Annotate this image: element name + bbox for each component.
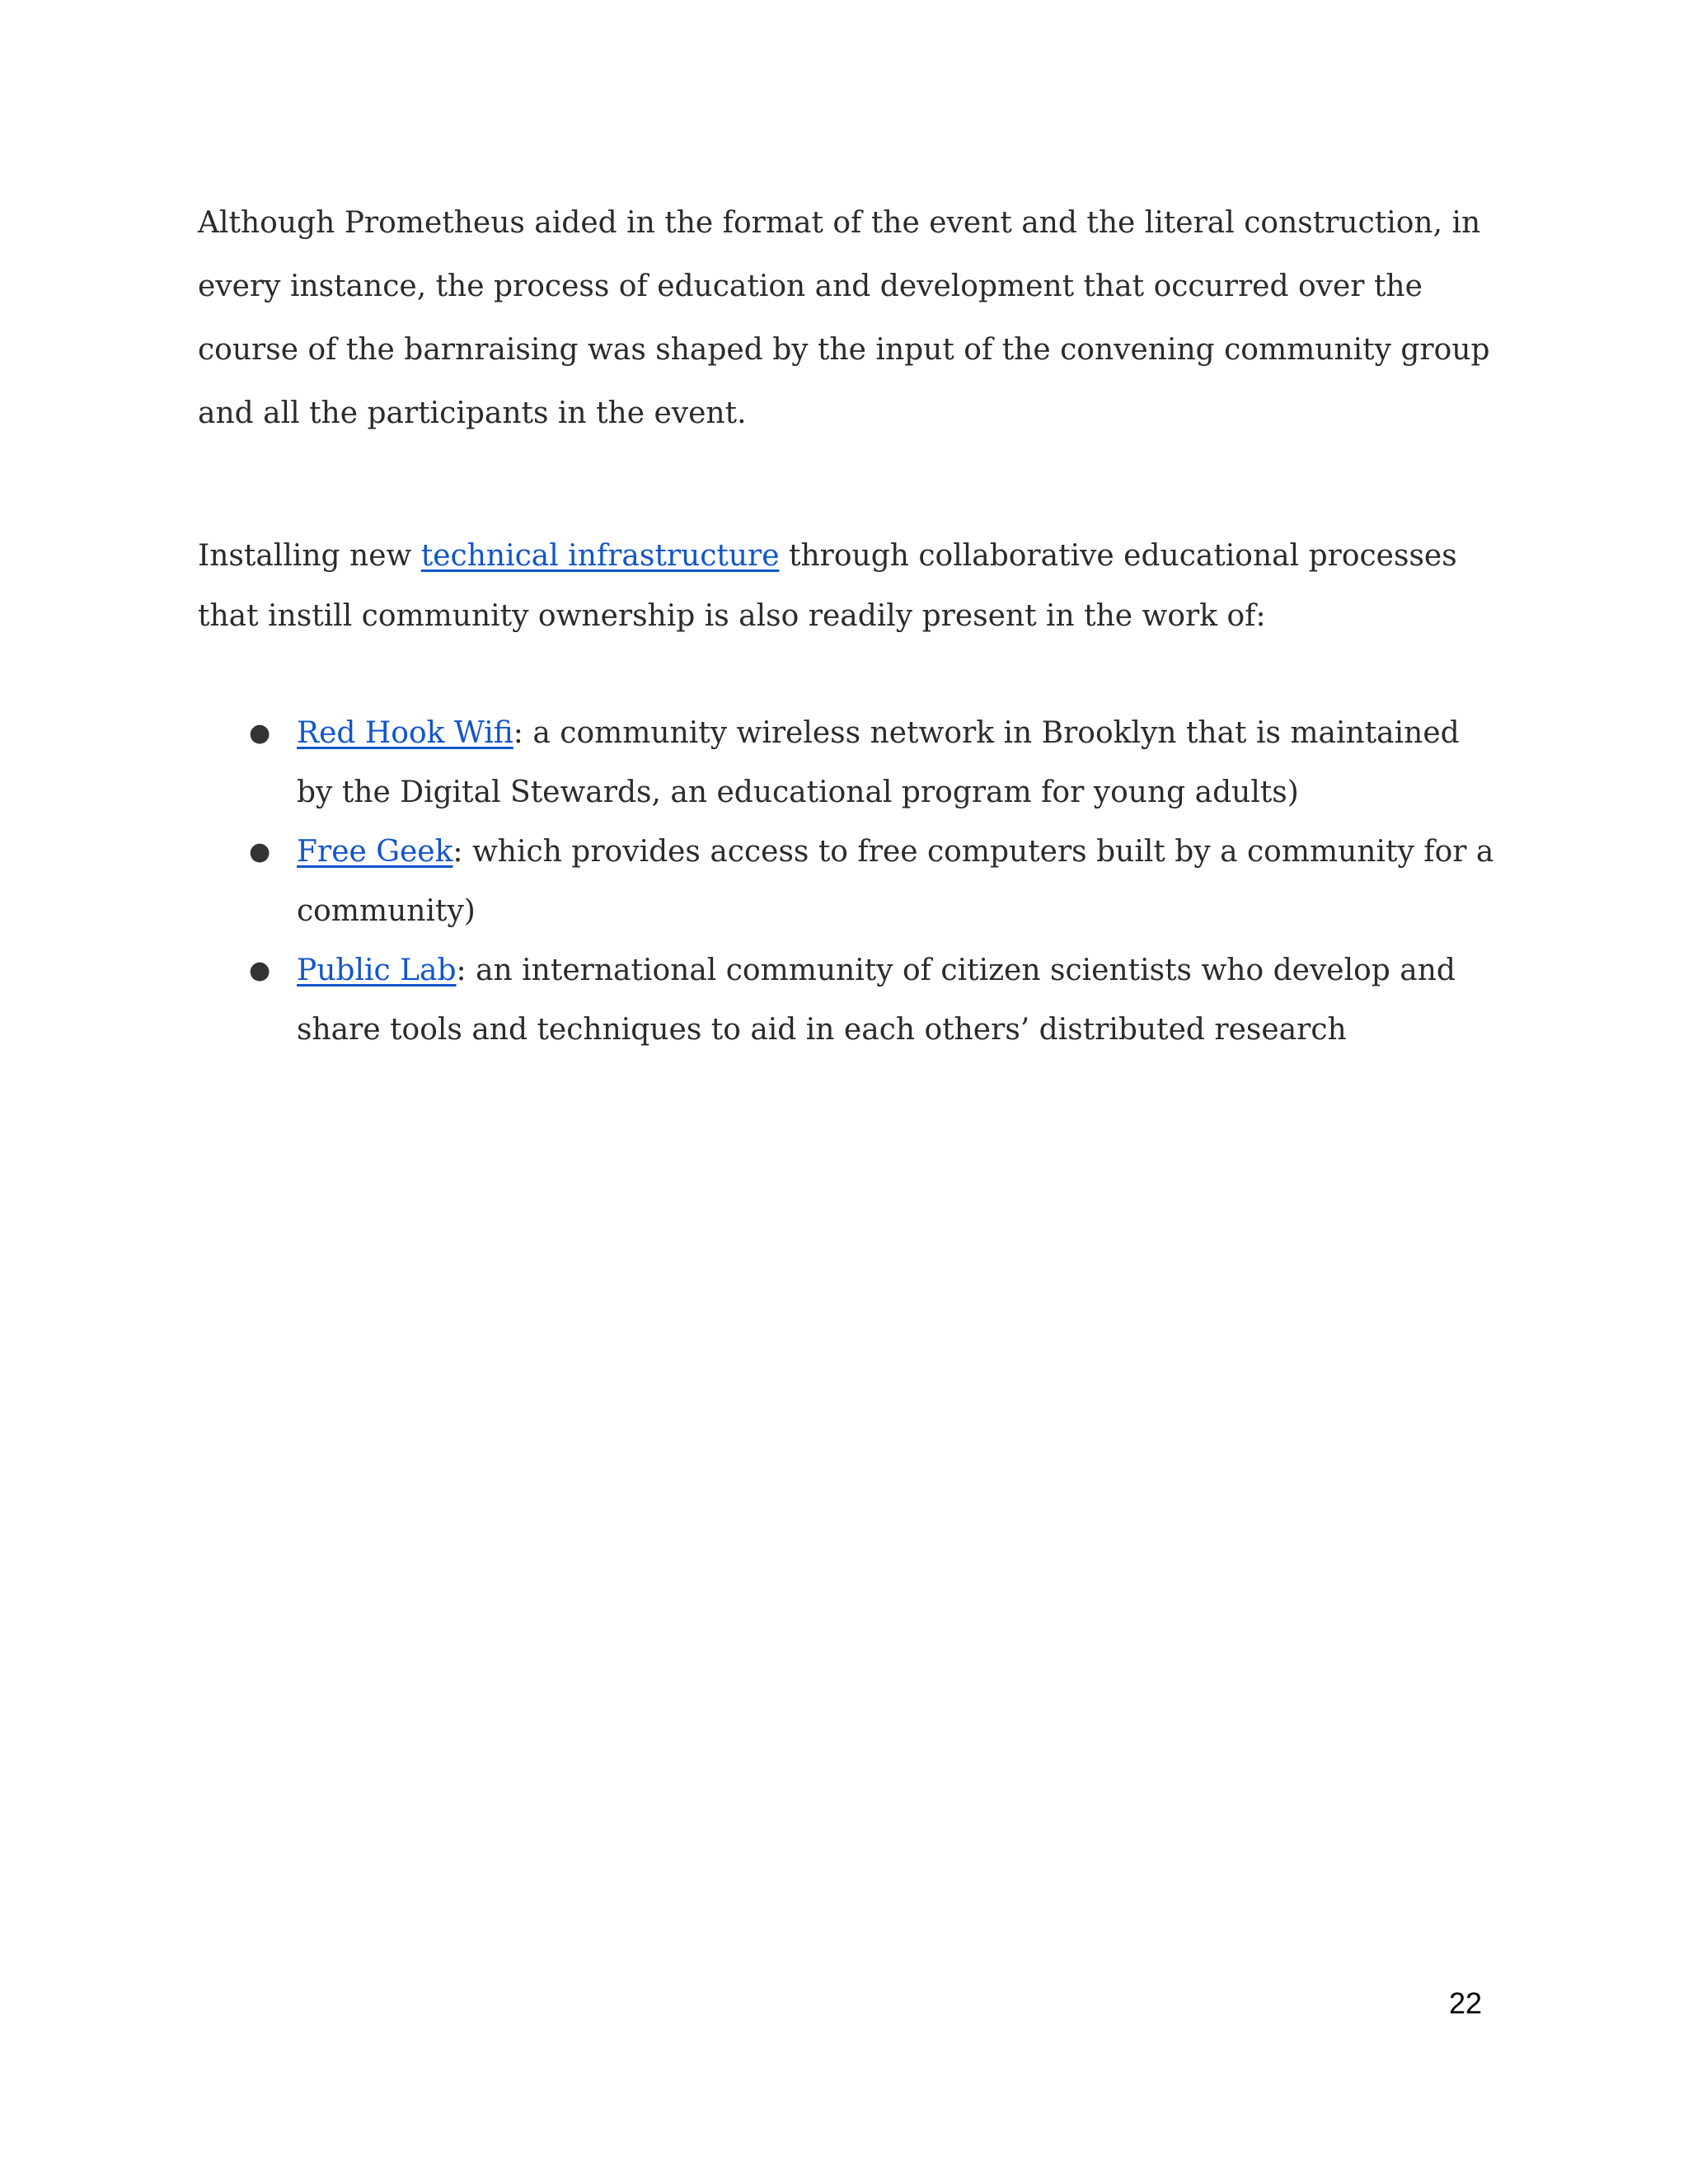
bullet-icon: ●	[249, 719, 271, 748]
page-number: 22	[1448, 1986, 1482, 2020]
bullet-icon: ●	[249, 837, 271, 866]
paragraph-prometheus: Although Prometheus aided in the format of the event and the literal construction, in every instance, the process of education and development that occurred over the course of the barnraising was shaped by the input of the convening community group and all the participants in the event.	[198, 206, 1490, 430]
list-item-description: : which provides access to free computers built by a community for a community)	[297, 835, 1494, 928]
paragraph-infrastructure	[198, 526, 1500, 646]
technical-infrastructure-link[interactable]: technical infrastructure	[420, 539, 780, 573]
red-hook-wifi-link[interactable]: Red Hook Wifi	[297, 716, 513, 750]
list-item-description: : a community wireless network in Brooklyn that is maintained by the Digital Stewards, an educational program for young adults)	[297, 716, 1460, 809]
bullet-icon: ●	[249, 956, 271, 985]
list-item-free-geek	[198, 823, 1500, 941]
list-item-description: : an international community of citizen scientists who develop and share tools and techniques to aid in each others’ distributed research	[297, 954, 1456, 1047]
public-lab-link[interactable]: Public Lab	[297, 954, 457, 987]
paragraph-text-after-link: through collaborative educational processes that instill community ownership is also readily present in the work of:	[198, 539, 1457, 633]
paragraph-text-before-link: Installing new	[198, 539, 421, 573]
free-geek-link[interactable]: Free Geek	[297, 835, 453, 869]
list-item-public-lab	[198, 941, 1500, 1060]
document-body	[198, 191, 1500, 1060]
list-item-red-hook-wifi	[198, 704, 1500, 823]
organization-list	[198, 704, 1500, 1060]
